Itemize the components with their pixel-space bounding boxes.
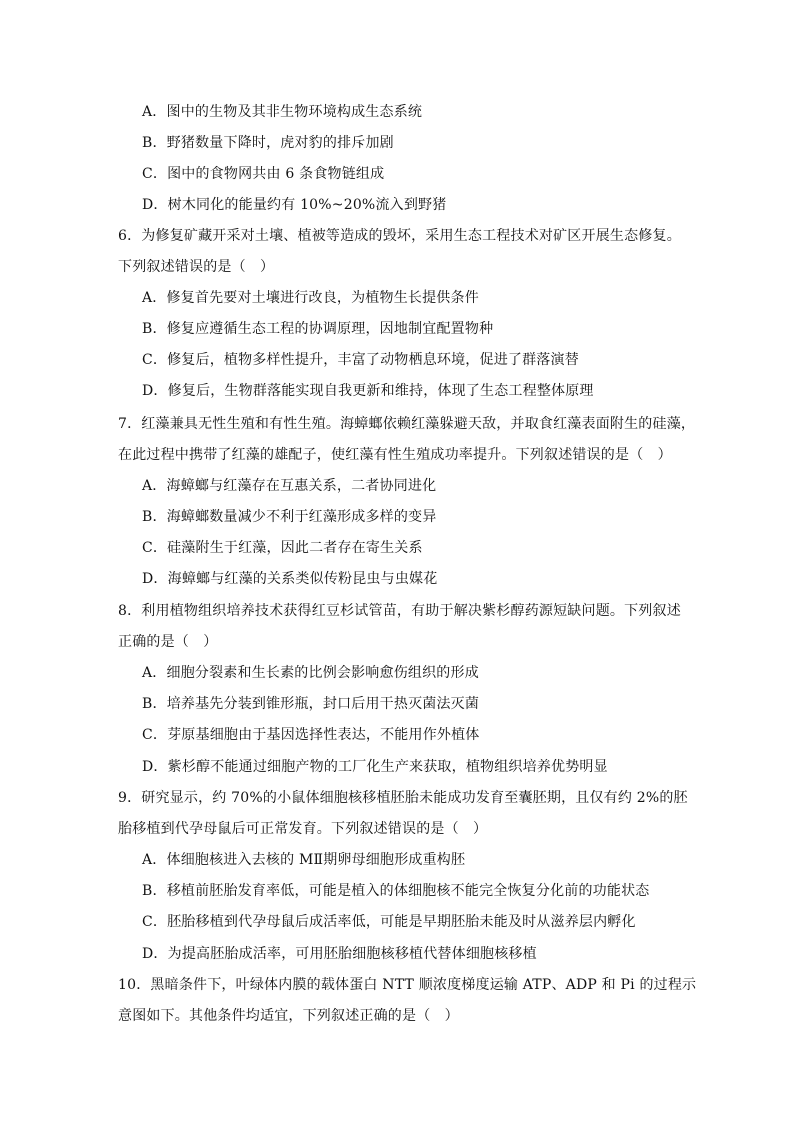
q7-option-d: D．海蟑螂与红藻的关系类似传粉昆虫与虫媒花 bbox=[142, 571, 438, 587]
q8-option-d: D．紫杉醇不能通过细胞产物的工厂化生产来获取，植物组织培养优势明显 bbox=[142, 759, 608, 775]
q9-option-a: A．体细胞核进入去核的 MⅡ期卵母细胞形成重构胚 bbox=[142, 852, 466, 868]
q7-option-c: C．硅藻附生于红藻，因此二者存在寄生关系 bbox=[142, 540, 423, 556]
q8-option-c: C．芽原基细胞由于基因选择性表达，不能用作外植体 bbox=[142, 727, 480, 743]
q9-option-b: B．移植前胚胎发育率低，可能是植入的体细胞核不能完全恢复分化前的功能状态 bbox=[142, 883, 650, 899]
q9-stem-line-1: 9．研究显示，约 70%的小鼠体细胞核移植胚胎未能成功发育至囊胚期，且仅有约 2%的胚 bbox=[118, 790, 688, 806]
q8-stem-line-2: 正确的是（ ） bbox=[118, 634, 218, 650]
q5-option-a: A．图中的生物及其非生物环境构成生态系统 bbox=[142, 104, 423, 120]
q10-stem-line-2: 意图如下。其他条件均适宜，下列叙述正确的是（ ） bbox=[118, 1008, 459, 1024]
q7-stem-line-2: 在此过程中携带了红藻的雄配子，使红藻有性生殖成功率提升。下列叙述错误的是（ ） bbox=[118, 447, 672, 463]
q8-option-a: A．细胞分裂素和生长素的比例会影响愈伤组织的形成 bbox=[142, 665, 479, 681]
q9-option-c: C．胚胎移植到代孕母鼠后成活率低，可能是早期胚胎未能及时从滋养层内孵化 bbox=[142, 914, 636, 930]
q8-stem-line-1: 8．利用植物组织培养技术获得红豆杉试管苗，有助于解决紫杉醇药源短缺问题。下列叙述 bbox=[118, 603, 681, 619]
q9-option-d: D．为提高胚胎成活率，可用胚胎细胞核移植代替体细胞核移植 bbox=[142, 946, 537, 962]
q5-option-c: C．图中的食物网共由 6 条食物链组成 bbox=[142, 166, 385, 182]
q5-option-d: D．树木同化的能量约有 10%~20%流入到野猪 bbox=[142, 197, 447, 213]
q8-option-b: B．培养基先分装到锥形瓶，封口后用干热灭菌法灭菌 bbox=[142, 696, 480, 712]
q9-stem-line-2: 胎移植到代孕母鼠后可正常发育。下列叙述错误的是（ ） bbox=[118, 821, 488, 837]
q6-option-d: D．修复后，生物群落能实现自我更新和维持，体现了生态工程整体原理 bbox=[142, 383, 594, 399]
q7-option-b: B．海蟑螂数量减少不利于红藻形成多样的变异 bbox=[142, 509, 437, 525]
q6-option-c: C．修复后，植物多样性提升，丰富了动物栖息环境，促进了群落演替 bbox=[142, 352, 579, 368]
q6-option-a: A．修复首先要对土壤进行改良，为植物生长提供条件 bbox=[142, 290, 479, 306]
q7-stem-line-1: 7．红藻兼具无性生殖和有性生殖。海蟑螂依赖红藻躲避天敌，并取食红藻表面附生的硅藻， bbox=[118, 416, 696, 432]
q6-option-b: B．修复应遵循生态工程的协调原理，因地制宜配置物种 bbox=[142, 321, 494, 337]
q6-stem-line-1: 6．为修复矿藏开采对土壤、植被等造成的毁坏，采用生态工程技术对矿区开展生态修复。 bbox=[118, 228, 681, 244]
q7-option-a: A．海蟑螂与红藻存在互惠关系，二者协同进化 bbox=[142, 478, 437, 494]
q10-stem-line-1: 10．黑暗条件下，叶绿体内膜的载体蛋白 NTT 顺浓度梯度运输 ATP、ADP 和 Pi 的过程示 bbox=[118, 977, 697, 993]
q5-option-b: B．野猪数量下降时，虎对豹的排斥加剧 bbox=[142, 135, 394, 151]
q6-stem-line-2: 下列叙述错误的是（ ） bbox=[118, 259, 275, 275]
